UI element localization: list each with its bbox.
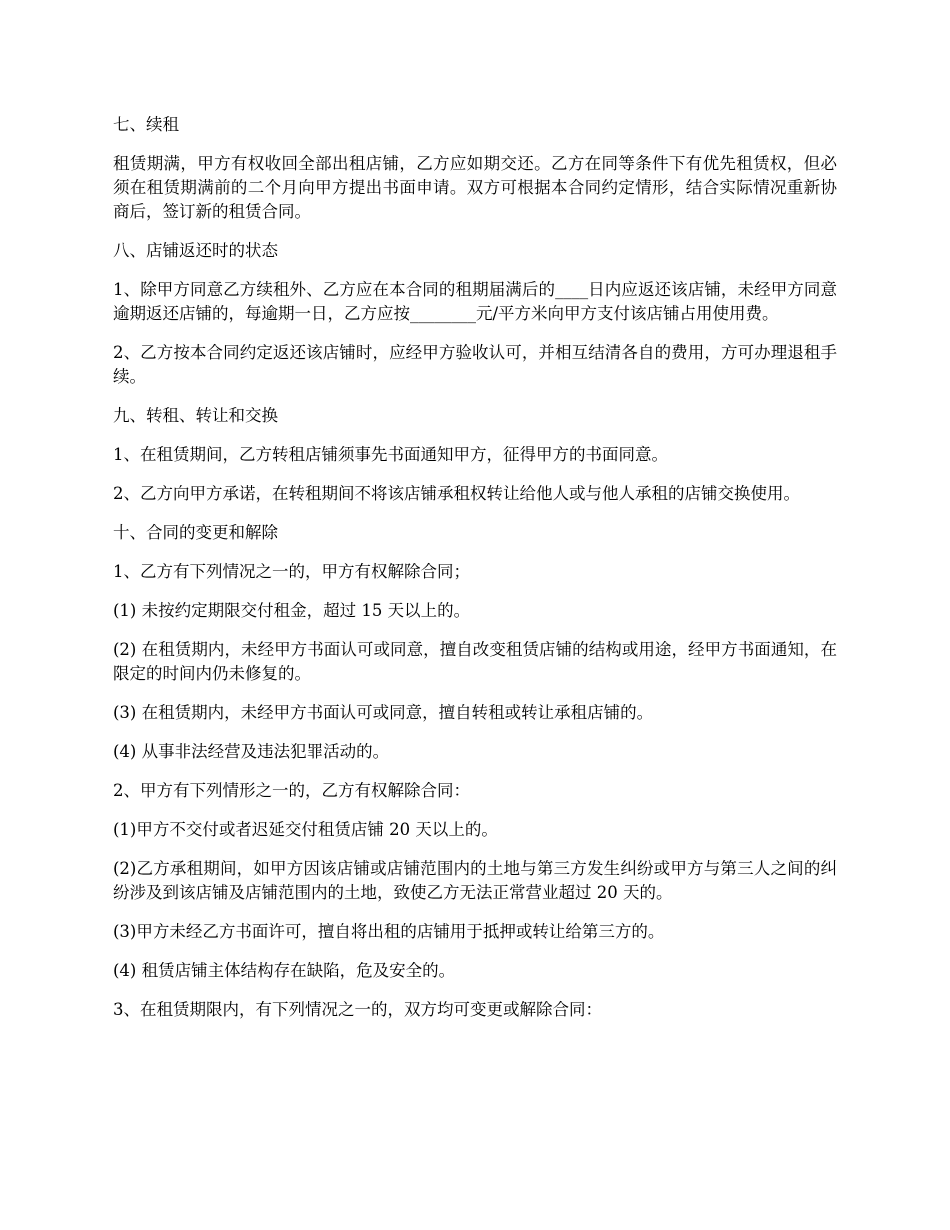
paragraph-termination-clause-3: 3、在租赁期限内，有下列情况之一的，双方均可变更或解除合同： bbox=[113, 1000, 602, 1019]
paragraph-return-clause-1: 1、除甲方同意乙方续租外、乙方应在本合同的租期届满后的____日内应返还该店铺，未经甲方同意逾期返还店铺的，每逾期一日，乙方应按________元/平方米向甲方支付该店铺占用使用费。 bbox=[113, 280, 837, 323]
list-item-tenant-breach-4: (4) 从事非法经营及违法犯罪活动的。 bbox=[113, 742, 390, 761]
list-item-tenant-breach-1: (1) 未按约定期限交付租金，超过 15 天以上的。 bbox=[113, 601, 471, 620]
list-item-landlord-breach-1: (1)甲方不交付或者迟延交付租赁店铺 20 天以上的。 bbox=[113, 820, 498, 839]
paragraph-renewal-terms: 租赁期满，甲方有权收回全部出租店铺，乙方应如期交还。乙方在同等条件下有优先租赁权，但必须在租赁期满前的二个月向甲方提出书面申请。双方可根据本合同约定情形，结合实际情况重新协商后，签订新的租赁合同。 bbox=[113, 154, 837, 221]
section-heading-return-state: 八、店铺返还时的状态 bbox=[113, 241, 278, 260]
paragraph-sublease-clause-2: 2、乙方向甲方承诺，在转租期间不将该店铺承租权转让给他人或与他人承租的店铺交换使用。 bbox=[113, 484, 800, 503]
list-item-landlord-breach-2: (2)乙方承租期间，如甲方因该店铺或店铺范围内的土地与第三方发生纠纷或甲方与第三人之间的纠纷涉及到该店铺及店铺范围内的土地，致使乙方无法正常营业超过 20 天的。 bbox=[113, 859, 837, 902]
document-body bbox=[113, 113, 837, 1037]
paragraph-termination-clause-1: 1、乙方有下列情况之一的，甲方有权解除合同； bbox=[113, 562, 470, 581]
section-heading-sublease: 九、转租、转让和交换 bbox=[113, 406, 278, 425]
list-item-landlord-breach-4: (4) 租赁店铺主体结构存在缺陷，危及安全的。 bbox=[113, 961, 456, 980]
section-heading-termination: 十、合同的变更和解除 bbox=[113, 523, 278, 542]
paragraph-termination-clause-2: 2、甲方有下列情形之一的，乙方有权解除合同： bbox=[113, 781, 470, 800]
section-heading-renewal: 七、续租 bbox=[113, 115, 179, 134]
paragraph-return-clause-2: 2、乙方按本合同约定返还该店铺时，应经甲方验收认可，并相互结清各自的费用，方可办理退租手续。 bbox=[113, 343, 837, 386]
list-item-landlord-breach-3: (3)甲方未经乙方书面许可，擅自将出租的店铺用于抵押或转让给第三方的。 bbox=[113, 922, 665, 941]
paragraph-sublease-clause-1: 1、在租赁期间，乙方转租店铺须事先书面通知甲方，征得甲方的书面同意。 bbox=[113, 445, 668, 464]
list-item-tenant-breach-3: (3) 在租赁期内，未经甲方书面认可或同意，擅自转租或转让承租店铺的。 bbox=[113, 703, 654, 722]
list-item-tenant-breach-2: (2) 在租赁期内，未经甲方书面认可或同意，擅自改变租赁店铺的结构或用途，经甲方书面通知，在限定的时间内仍未修复的。 bbox=[113, 640, 837, 683]
